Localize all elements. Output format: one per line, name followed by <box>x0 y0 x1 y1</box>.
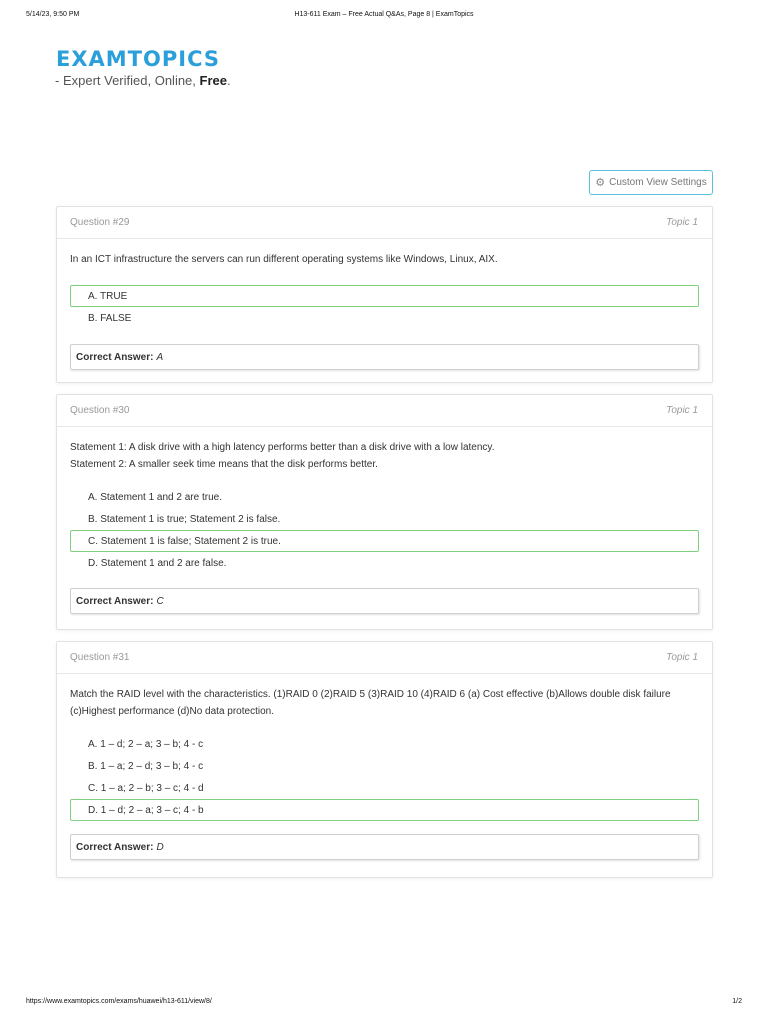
question-text <box>70 251 699 268</box>
print-datetime: 5/14/23, 9:50 PM <box>26 11 80 18</box>
correct-answer-label: Correct Answer: <box>76 595 154 607</box>
question-topic: Topic 1 <box>666 652 698 663</box>
question-topic: Topic 1 <box>666 217 698 228</box>
choice-a[interactable]: A. 1 – d; 2 – a; 3 – b; 4 - c <box>88 738 204 750</box>
examtopics-logo[interactable] <box>56 46 220 72</box>
question-header <box>57 207 712 239</box>
print-header <box>26 11 742 23</box>
choice-c[interactable]: C. 1 – a; 2 – b; 3 – c; 4 - d <box>88 782 204 794</box>
question-number: Question #31 <box>70 652 130 663</box>
question-text <box>70 439 699 473</box>
correct-answer-label: Correct Answer: <box>76 351 154 363</box>
question-text-line: Statement 2: A smaller seek time means that the disk performs better. <box>70 459 378 470</box>
correct-answer-value: C <box>156 595 164 607</box>
choices-list <box>70 285 699 329</box>
question-header <box>57 395 712 427</box>
question-text-line: Statement 1: A disk drive with a high latency performs better than a disk drive with a low latency. <box>70 442 495 453</box>
choice-b[interactable]: B. Statement 1 is true; Statement 2 is false. <box>88 513 281 525</box>
choice-d[interactable]: D. 1 – d; 2 – a; 3 – c; 4 - b <box>70 799 699 821</box>
print-page-title: H13-611 Exam – Free Actual Q&As, Page 8 | ExamTopics <box>294 11 474 18</box>
settings-label: Custom View Settings <box>609 177 707 188</box>
choice-b[interactable]: B. 1 – a; 2 – d; 3 – b; 4 - c <box>88 760 204 772</box>
correct-answer-box <box>70 834 699 860</box>
tagline-suffix: . <box>226 73 231 88</box>
print-footer <box>26 998 742 1010</box>
choice-b[interactable]: B. FALSE <box>88 312 132 324</box>
question-text-line: In an ICT infrastructure the servers can run different operating systems like Windows, Linux, AIX. <box>70 254 498 265</box>
question-card <box>56 641 713 878</box>
question-header <box>57 642 712 674</box>
custom-view-settings-button[interactable] <box>589 170 713 195</box>
correct-answer-label: Correct Answer: <box>76 841 154 853</box>
question-card <box>56 206 713 383</box>
print-page-number: 1/2 <box>732 998 742 1005</box>
gear-icon: ⚙ <box>595 177 606 189</box>
choice-a[interactable]: A. Statement 1 and 2 are true. <box>88 491 222 503</box>
question-number: Question #29 <box>70 217 130 228</box>
question-text <box>70 686 699 720</box>
tagline <box>55 73 231 88</box>
question-card <box>56 394 713 630</box>
choices-list <box>70 733 699 821</box>
question-text-line: Match the RAID level with the characteristics. (1)RAID 0 (2)RAID 5 (3)RAID 10 (4)RAID 6 (a) Cost effective (b)Allows double disk failure (c)Highest performance (d)No data protection. <box>70 689 671 717</box>
question-topic: Topic 1 <box>666 405 698 416</box>
choice-d[interactable]: D. Statement 1 and 2 are false. <box>88 557 227 569</box>
choice-c[interactable]: C. Statement 1 is false; Statement 2 is true. <box>70 530 699 552</box>
print-url[interactable]: https://www.examtopics.com/exams/huawei/h13-611/view/8/ <box>26 998 212 1005</box>
tagline-prefix: - Expert Verified, Online, <box>55 73 200 88</box>
choices-list <box>70 486 699 574</box>
correct-answer-value: A <box>156 351 164 363</box>
correct-answer-value: D <box>156 841 164 853</box>
question-number: Question #30 <box>70 405 130 416</box>
tagline-bold: Free <box>199 73 227 88</box>
choice-a[interactable]: A. TRUE <box>70 285 699 307</box>
correct-answer-box <box>70 588 699 614</box>
correct-answer-box <box>70 344 699 370</box>
logo-text: EXAMTOPICS <box>56 47 220 71</box>
